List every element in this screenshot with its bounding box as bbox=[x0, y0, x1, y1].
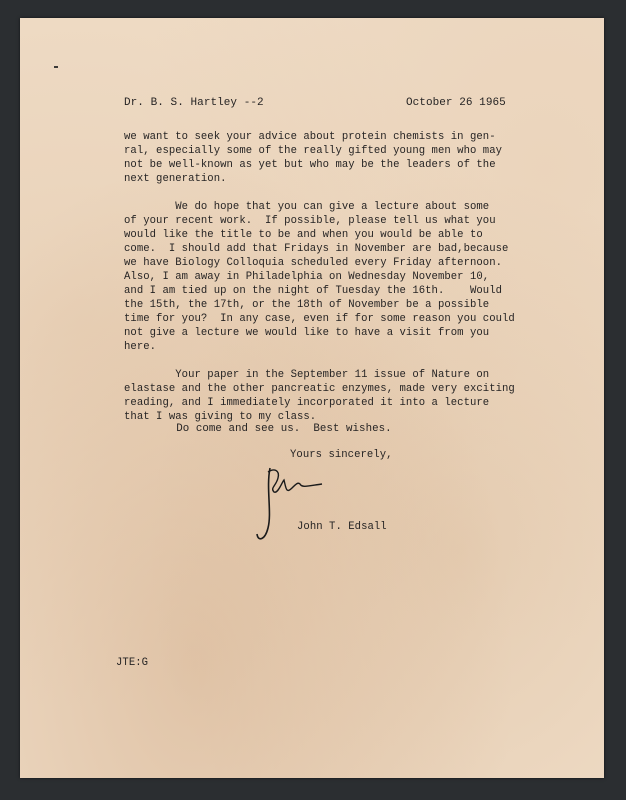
paragraph2-line: and I am tied up on the night of Tuesday the 16th. Would bbox=[124, 285, 503, 297]
closing-line: Do come and see us. Best wishes. bbox=[124, 423, 392, 435]
paragraph1-line: ral, especially some of the really gifted young men who may bbox=[124, 145, 503, 157]
paragraph3-line: that I was giving to my class. bbox=[124, 411, 317, 423]
paragraph3-line: elastase and the other pancreatic enzymes, made very exciting bbox=[124, 383, 515, 395]
paragraph2-line: come. I should add that Fridays in November are bad,because bbox=[124, 243, 509, 255]
paragraph2-line: not give a lecture we would like to have a visit from you bbox=[124, 327, 490, 339]
paragraph2-line: here. bbox=[124, 341, 157, 353]
paragraph3-line: reading, and I immediately incorporated it into a lecture bbox=[124, 397, 490, 409]
paragraph2-line: of your recent work. If possible, please tell us what you bbox=[124, 215, 496, 227]
paragraph2-line: would like the title to be and when you would be able to bbox=[124, 229, 483, 241]
letter-page bbox=[20, 18, 604, 778]
paragraph2-line: Also, I am away in Philadelphia on Wednesday November 10, bbox=[124, 271, 490, 283]
paragraph2-line: the 15th, the 17th, or the 18th of November be a possible bbox=[124, 299, 490, 311]
ink-speck bbox=[54, 66, 58, 68]
typist-initials: JTE:G bbox=[116, 657, 149, 669]
letter-date: October 26 1965 bbox=[406, 97, 506, 109]
paragraph2-line: time for you? In any case, even if for some reason you could bbox=[124, 313, 515, 325]
paragraph1-line: next generation. bbox=[124, 173, 227, 185]
signer-name: John T. Edsall bbox=[297, 521, 387, 533]
paragraph3-line: Your paper in the September 11 issue of Nature on bbox=[124, 369, 490, 381]
paragraph1-line: we want to seek your advice about protein chemists in gen- bbox=[124, 131, 496, 143]
paragraph1-line: not be well-known as yet but who may be the leaders of the bbox=[124, 159, 496, 171]
handwritten-signature bbox=[252, 458, 332, 548]
paragraph2-line: we have Biology Colloquia scheduled every Friday afternoon. bbox=[124, 257, 503, 269]
valediction: Yours sincerely, bbox=[290, 449, 393, 461]
recipient-header: Dr. B. S. Hartley --2 bbox=[124, 97, 264, 109]
paragraph2-line: We do hope that you can give a lecture about some bbox=[124, 201, 490, 213]
